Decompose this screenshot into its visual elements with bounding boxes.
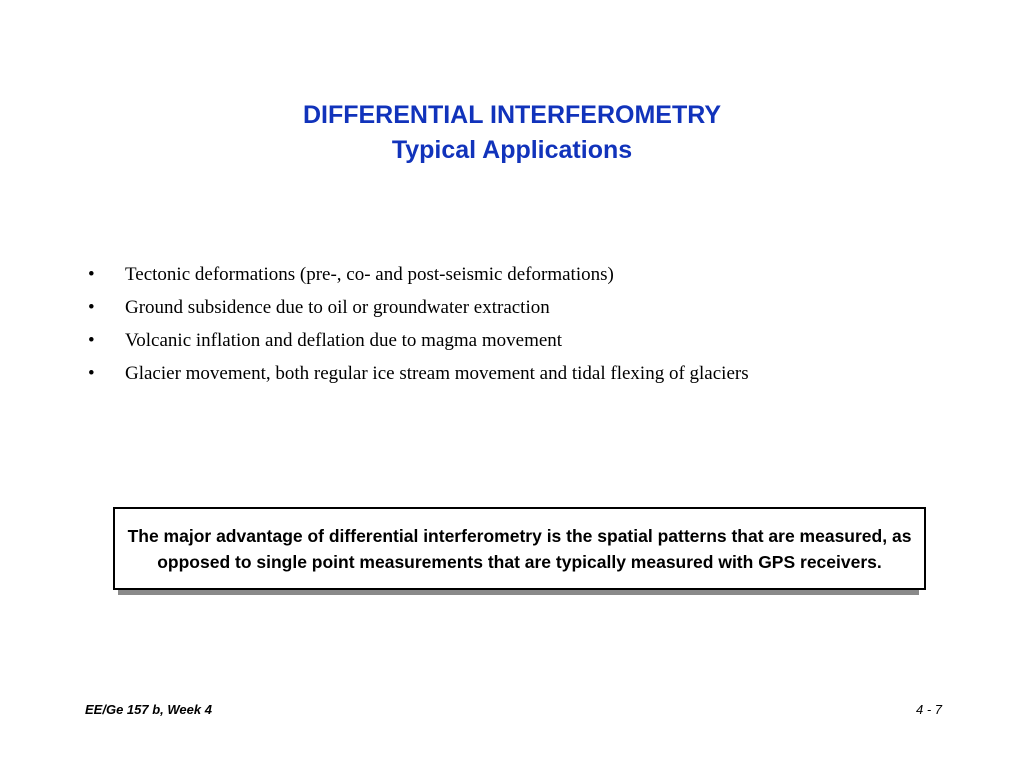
bullet-item — [88, 291, 968, 324]
bullet-text: Glacier movement, both regular ice stream movement and tidal flexing of glaciers — [125, 363, 749, 384]
footer-page-number: 4 - 7 — [915, 702, 942, 717]
bullet-text: Volcanic inflation and deflation due to magma movement — [125, 330, 563, 351]
slide-subtitle: Typical Applications — [391, 136, 633, 164]
callout-box — [113, 507, 926, 590]
bullet-text: Tectonic deformations (pre-, co- and post-seismic deformations) — [125, 264, 614, 285]
bullet-item — [88, 258, 968, 291]
bullet-dot: • — [88, 363, 95, 384]
bullet-dot: • — [88, 330, 95, 351]
slide-title-main: DIFFERENTIAL INTERFEROMETRY — [302, 101, 722, 129]
bullet-dot: • — [88, 297, 95, 318]
bullet-list — [88, 258, 968, 390]
slide-title — [0, 98, 1024, 168]
bullet-text: Ground subsidence due to oil or groundwater extraction — [125, 297, 550, 318]
footer-course: EE/Ge 157 b, Week 4 — [85, 702, 212, 717]
bullet-dot: • — [88, 264, 95, 285]
bullet-item — [88, 357, 968, 390]
bullet-item — [88, 324, 968, 357]
callout-text: The major advantage of differential interferometry is the spatial patterns that are measured, as opposed to single point measurements that are typically measured with GPS receivers. — [127, 525, 912, 572]
